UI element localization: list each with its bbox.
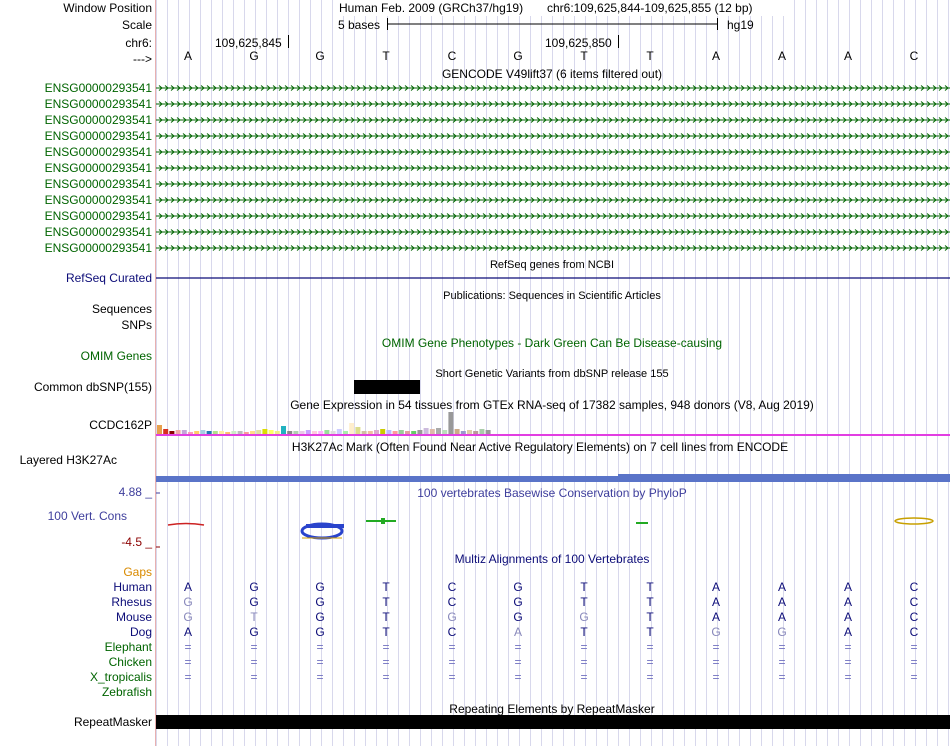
alignment-base: G [579,610,589,624]
gtex-bar [169,431,174,434]
window-position-label: Window Position [63,1,152,15]
gtex-bar [417,430,422,434]
alignment-base: T [382,595,390,609]
alignment-base: = [250,670,258,684]
gtex-bar [399,430,404,434]
omim-label[interactable]: OMIM Genes [80,349,152,363]
alignment-base: T [580,625,588,639]
gtex-bar [324,430,329,434]
coord-850: 109,625,850 [545,36,612,50]
alignment-base: = [382,670,390,684]
alignment-base: T [382,610,390,624]
sequences-label[interactable]: Sequences [91,302,152,316]
gtex-bar [262,429,267,434]
gtex-bar [250,431,255,434]
alignment-base: = [316,670,324,684]
sequence-base: A [843,49,852,63]
sequence-base: T [382,49,390,63]
gtex-bar [405,431,410,434]
strand-arrow-label: ---> [133,52,152,66]
alignment-base: C [909,625,919,639]
alignment-base: A [777,580,786,594]
alignment-base: A [843,625,852,639]
gtex-bar [256,430,261,434]
refseq-label[interactable]: RefSeq Curated [65,271,152,285]
phylop-min-label: -4.5 _ [121,535,152,549]
alignment-base: = [382,655,390,669]
alignment-base: = [778,655,786,669]
species-label[interactable]: Mouse [115,610,152,624]
dbsnp-title: Short Genetic Variants from dbSNP release 155 [435,368,669,380]
alignment-base: = [712,655,720,669]
alignment-base: = [448,670,456,684]
sequence-base: A [711,49,720,63]
coord-845: 109,625,845 [215,36,282,50]
alignment-base: = [250,640,258,654]
scale-text: 5 bases [338,18,381,32]
gtex-bar [176,430,181,434]
gtex-bar [312,431,317,434]
phylop-glyph-t-stem [381,518,385,524]
gtex-bar [213,431,218,434]
gtex-bar [343,431,348,434]
gtex-bar [473,431,478,434]
sequence-base: C [447,49,457,63]
sequence-base: G [249,49,259,63]
alignment-base: = [448,640,456,654]
alignment-base: = [778,670,786,684]
alignment-base: = [778,640,786,654]
alignment-base: C [447,625,457,639]
publications-title: Publications: Sequences in Scientific Articles [443,290,661,302]
multiz-title: Multiz Alignments of 100 Vertebrates [454,552,650,566]
alignment-base: G [249,625,259,639]
alignment-base: A [183,625,192,639]
alignment-base: = [448,655,456,669]
h3k27ac-signal-peak [618,474,950,476]
alignment-base: C [909,595,919,609]
alignment-base: C [909,580,919,594]
phylop-glyph-c [895,518,933,524]
gtex-bar [219,431,224,434]
gencode-item-label[interactable]: ENSG00000293541 [44,177,152,191]
alignment-base: G [315,595,325,609]
alignment-base: = [712,670,720,684]
alignment-base: = [580,640,588,654]
alignment-base: = [250,655,258,669]
alignment-base: A [843,580,852,594]
gtex-bar [182,430,187,434]
alignment-base: A [777,610,786,624]
scale-label: Scale [121,18,152,32]
alignment-base: T [646,625,654,639]
gencode-item-label[interactable]: ENSG00000293541 [44,81,152,95]
alignment-base: A [183,580,192,594]
alignment-base: C [447,595,457,609]
alignment-base: G [513,580,523,594]
alignment-base: = [646,655,654,669]
alignment-base: = [184,670,192,684]
sequence-base: T [646,49,654,63]
alignment-base: = [514,670,522,684]
species-label[interactable]: Elephant [104,640,152,654]
gtex-bar [331,431,336,434]
alignment-base: A [513,625,522,639]
gtex-bar [349,423,354,434]
gtex-bar [293,431,298,434]
gtex-bar [275,431,280,434]
gtex-bar [157,425,162,434]
gtex-bar [200,430,205,434]
gencode-item-label[interactable]: ENSG00000293541 [44,145,152,159]
alignment-base: = [646,640,654,654]
phylop-glyph-a [168,524,204,526]
alignment-base: T [580,580,588,594]
gtex-bar [225,432,230,434]
gtex-bar [380,429,385,434]
gtex-label[interactable]: CCDC162P [89,418,152,432]
alignment-base: = [910,640,918,654]
alignment-base: A [711,595,720,609]
gtex-bar [318,431,323,434]
gtex-bar [374,430,379,434]
gtex-bar [411,431,416,434]
gtex-bar [337,429,342,434]
alignment-base: G [249,580,259,594]
gtex-bar [306,430,311,434]
alignment-base: C [909,610,919,624]
gaps-label: Gaps [123,565,152,579]
h3k27ac-signal [156,476,950,482]
species-label[interactable]: X_tropicalis [89,670,152,684]
h3k27ac-label[interactable]: Layered H3K27Ac [19,453,117,467]
alignment-base: A [843,610,852,624]
alignment-base: G [777,625,787,639]
gtex-bar [231,431,236,434]
gtex-bar [386,430,391,434]
gtex-bar [455,429,460,434]
alignment-base: G [315,625,325,639]
alignment-base: = [910,670,918,684]
gencode-item-label[interactable]: ENSG00000293541 [44,161,152,175]
phylop-glyph-g-bar [306,524,344,528]
dbsnp-variant [354,380,420,394]
alignment-base: = [844,640,852,654]
gtex-bar [430,429,435,434]
phylop-glyph-t2 [636,522,648,524]
alignment-base: G [183,610,193,624]
gtex-bar [244,432,249,434]
gencode-item-label[interactable]: ENSG00000293541 [44,129,152,143]
track-labels [0,0,155,746]
species-label[interactable]: Rhesus [111,595,152,609]
alignment-base: T [382,625,390,639]
snps-label[interactable]: SNPs [121,318,152,332]
refseq-title: RefSeq genes from NCBI [489,259,615,271]
gtex-bar [461,431,466,434]
alignment-base: T [646,580,654,594]
alignment-base: T [250,610,258,624]
sequence-base: A [183,49,192,63]
gencode-item-label[interactable]: ENSG00000293541 [44,241,152,255]
gtex-bar [362,431,367,434]
gtex-bar [479,429,484,434]
alignment-base: C [447,580,457,594]
gtex-bar [368,431,373,434]
species-label[interactable]: Human [113,580,152,594]
alignment-base: A [777,595,786,609]
alignment-base: G [513,595,523,609]
alignment-base: T [580,595,588,609]
gencode-item-label[interactable]: ENSG00000293541 [44,209,152,223]
alignment-base: A [843,595,852,609]
db-text: hg19 [727,18,754,32]
gtex-title: Gene Expression in 54 tissues from GTEx RNA-seq of 17382 samples, 948 donors (V8, Aug 2019) [290,398,814,412]
alignment-base: = [910,655,918,669]
alignment-base: = [580,655,588,669]
gtex-bar [281,426,286,434]
alignment-base: G [249,595,259,609]
species-label[interactable]: Chicken [108,655,152,669]
sequence-base: G [315,49,325,63]
gtex-bar [424,428,429,434]
phylop-title: 100 vertebrates Basewise Conservation by PhyloP [417,486,687,500]
repeatmasker-title: Repeating Elements by RepeatMasker [449,702,655,716]
gencode-item-label[interactable]: ENSG00000293541 [44,113,152,127]
alignment-base: A [711,610,720,624]
sequence-base: T [580,49,588,63]
h3k27ac-title: H3K27Ac Mark (Often Found Near Active Regulatory Elements) on 7 cell lines from ENCODE [291,440,789,454]
alignment-base: = [382,640,390,654]
gtex-bar [300,431,305,434]
alignment-base: = [316,640,324,654]
alignment-base: G [183,595,193,609]
alignment-base: = [646,670,654,684]
alignment-base: G [315,580,325,594]
dbsnp-label[interactable]: Common dbSNP(155) [33,380,152,394]
gtex-bar [393,431,398,434]
alignment-base: T [646,595,654,609]
sequence-base: G [513,49,523,63]
position-text: chr6:109,625,844-109,625,855 (12 bp) [547,1,753,15]
alignment-base: = [184,640,192,654]
alignment-base: = [844,670,852,684]
gencode-title: GENCODE V49lift37 (6 items filtered out) [441,67,663,81]
alignment-base: = [316,655,324,669]
track-area[interactable] [156,0,950,746]
alignment-base: T [646,610,654,624]
alignment-base: = [712,640,720,654]
gtex-bar [287,431,292,434]
repeatmasker-block [156,715,950,729]
alignment-base: = [844,655,852,669]
gtex-bar [188,432,193,434]
alignment-base: = [514,640,522,654]
omim-title: OMIM Gene Phenotypes - Dark Green Can Be Disease-causing [381,336,723,350]
alignment-base: T [382,580,390,594]
alignment-base: = [580,670,588,684]
chrom-label: chr6: [125,36,152,50]
phylop-max-label: 4.88 _ [118,485,152,499]
gtex-bar [486,430,491,434]
alignment-base: G [711,625,721,639]
gtex-bar [269,430,274,434]
gtex-bar [448,412,453,434]
gencode-item-label[interactable]: ENSG00000293541 [44,225,152,239]
alignment-base: = [514,655,522,669]
alignment-base: G [315,610,325,624]
alignment-base: G [447,610,457,624]
gtex-bar [436,428,441,434]
gtex-bar [163,429,168,434]
alignment-base: A [711,580,720,594]
sequence-base: C [909,49,919,63]
gtex-bar [467,430,472,434]
gencode-item-label[interactable]: ENSG00000293541 [44,193,152,207]
assembly-text: Human Feb. 2009 (GRCh37/hg19) [339,1,524,15]
sequence-base: A [777,49,786,63]
gtex-bar [207,431,212,434]
species-label[interactable]: Zebrafish [101,685,152,699]
gtex-bar [238,431,243,434]
alignment-base: = [184,655,192,669]
alignment-base: G [513,610,523,624]
gtex-bar [442,430,447,434]
gtex-bar [194,431,199,434]
repeatmasker-label[interactable]: RepeatMasker [73,715,152,729]
gtex-bar [355,427,360,434]
phylop-label[interactable]: 100 Vert. Cons [47,509,127,523]
gencode-item-label[interactable]: ENSG00000293541 [44,97,152,111]
species-label[interactable]: Dog [129,625,152,639]
